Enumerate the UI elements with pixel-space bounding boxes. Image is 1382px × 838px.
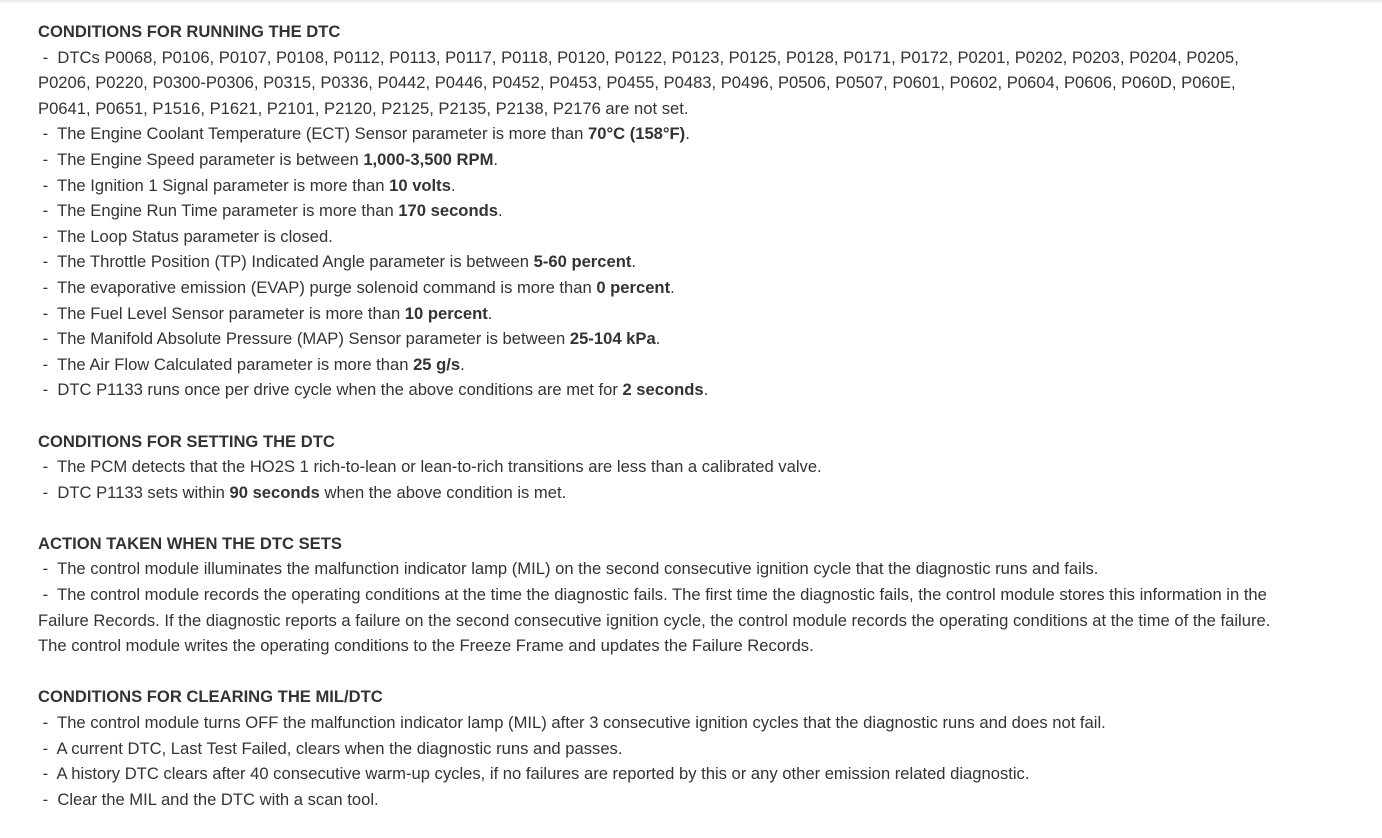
list-item: - DTCs P0068, P0106, P0107, P0108, P0112, P0113, P0117, P0118, P0120, P0122, P0123, P0125, P0128, P0171, P0172, P0201, P0202, P0203, P0204, P0205, P0206, P0220, P0300-P0306, P0315, P0336, P0442, P0446, P0452, P0453, P0455, P0483, P0496, P0506, P0507, P0601, P0602, P0604, P0606, P060D, P060E, P0641, P0651, P1516, P1621, P2101, P2120, P2125, P2135, P2138, P2176 are not set. — [38, 47, 1239, 118]
list-item: - The control module turns OFF the malfunction indicator lamp (MIL) after 3 consecutive ignition cycles that the diagnostic runs and does not fail. — [38, 713, 1106, 733]
dtc-document — [38, 19, 1338, 838]
section-action-taken — [38, 531, 1338, 659]
list-item: - The Ignition 1 Signal parameter is more than 10 volts. — [38, 175, 456, 195]
section-setting-conditions — [38, 429, 1338, 506]
list-item: - The Air Flow Calculated parameter is more than 25 g/s. — [38, 354, 465, 374]
list-item: - The evaporative emission (EVAP) purge solenoid command is more than 0 percent. — [38, 277, 675, 297]
list-item: - DTC P1133 sets within 90 seconds when the above condition is met. — [38, 482, 567, 502]
list-item: - The control module illuminates the malfunction indicator lamp (MIL) on the second consecutive ignition cycle that the diagnostic runs and fails. — [38, 559, 1099, 579]
section-running-conditions — [38, 19, 1338, 403]
section-heading: CONDITIONS FOR RUNNING THE DTC — [38, 22, 341, 41]
section-heading: CONDITIONS FOR CLEARING THE MIL/DTC — [38, 687, 383, 707]
section-heading: CONDITIONS FOR SETTING THE DTC — [38, 431, 335, 451]
list-item: - DTC P1133 runs once per drive cycle when the above conditions are met for 2 seconds. — [38, 380, 709, 400]
top-edge-shadow — [0, 0, 1382, 4]
section-heading: ACTION TAKEN WHEN THE DTC SETS — [38, 533, 342, 553]
list-item: - The Fuel Level Sensor parameter is more than 10 percent. — [38, 303, 493, 323]
list-item: - Clear the MIL and the DTC with a scan tool. — [38, 789, 379, 809]
list-item: - The Engine Coolant Temperature (ECT) Sensor parameter is more than 70°C (158°F). — [38, 124, 690, 144]
list-item: - The Engine Run Time parameter is more than 170 seconds. — [38, 201, 503, 221]
list-item: - The PCM detects that the HO2S 1 rich-to-lean or lean-to-rich transitions are less than a calibrated valve. — [38, 457, 822, 477]
list-item: - The Loop Status parameter is closed. — [38, 226, 333, 246]
list-item: - The control module records the operating conditions at the time the diagnostic fails. The first time the diagnostic fails, the control module stores this information in the Failure Records. If the diagnostic reports a failure on the second consecutive ignition cycle, the control module records the operating conditions at the time of the failure. The control module writes the operating conditions to the Freeze Frame and updates the Failure Records. — [38, 585, 1271, 656]
list-item: - The Engine Speed parameter is between 1,000-3,500 RPM. — [38, 149, 499, 169]
section-clearing-conditions — [38, 684, 1338, 812]
list-item: - The Throttle Position (TP) Indicated Angle parameter is between 5-60 percent. — [38, 252, 637, 272]
list-item: - The Manifold Absolute Pressure (MAP) Sensor parameter is between 25-104 kPa. — [38, 329, 661, 349]
list-item: - A history DTC clears after 40 consecutive warm-up cycles, if no failures are reported by this or any other emission related diagnostic. — [38, 764, 1030, 784]
list-item: - A current DTC, Last Test Failed, clears when the diagnostic runs and passes. — [38, 738, 623, 758]
